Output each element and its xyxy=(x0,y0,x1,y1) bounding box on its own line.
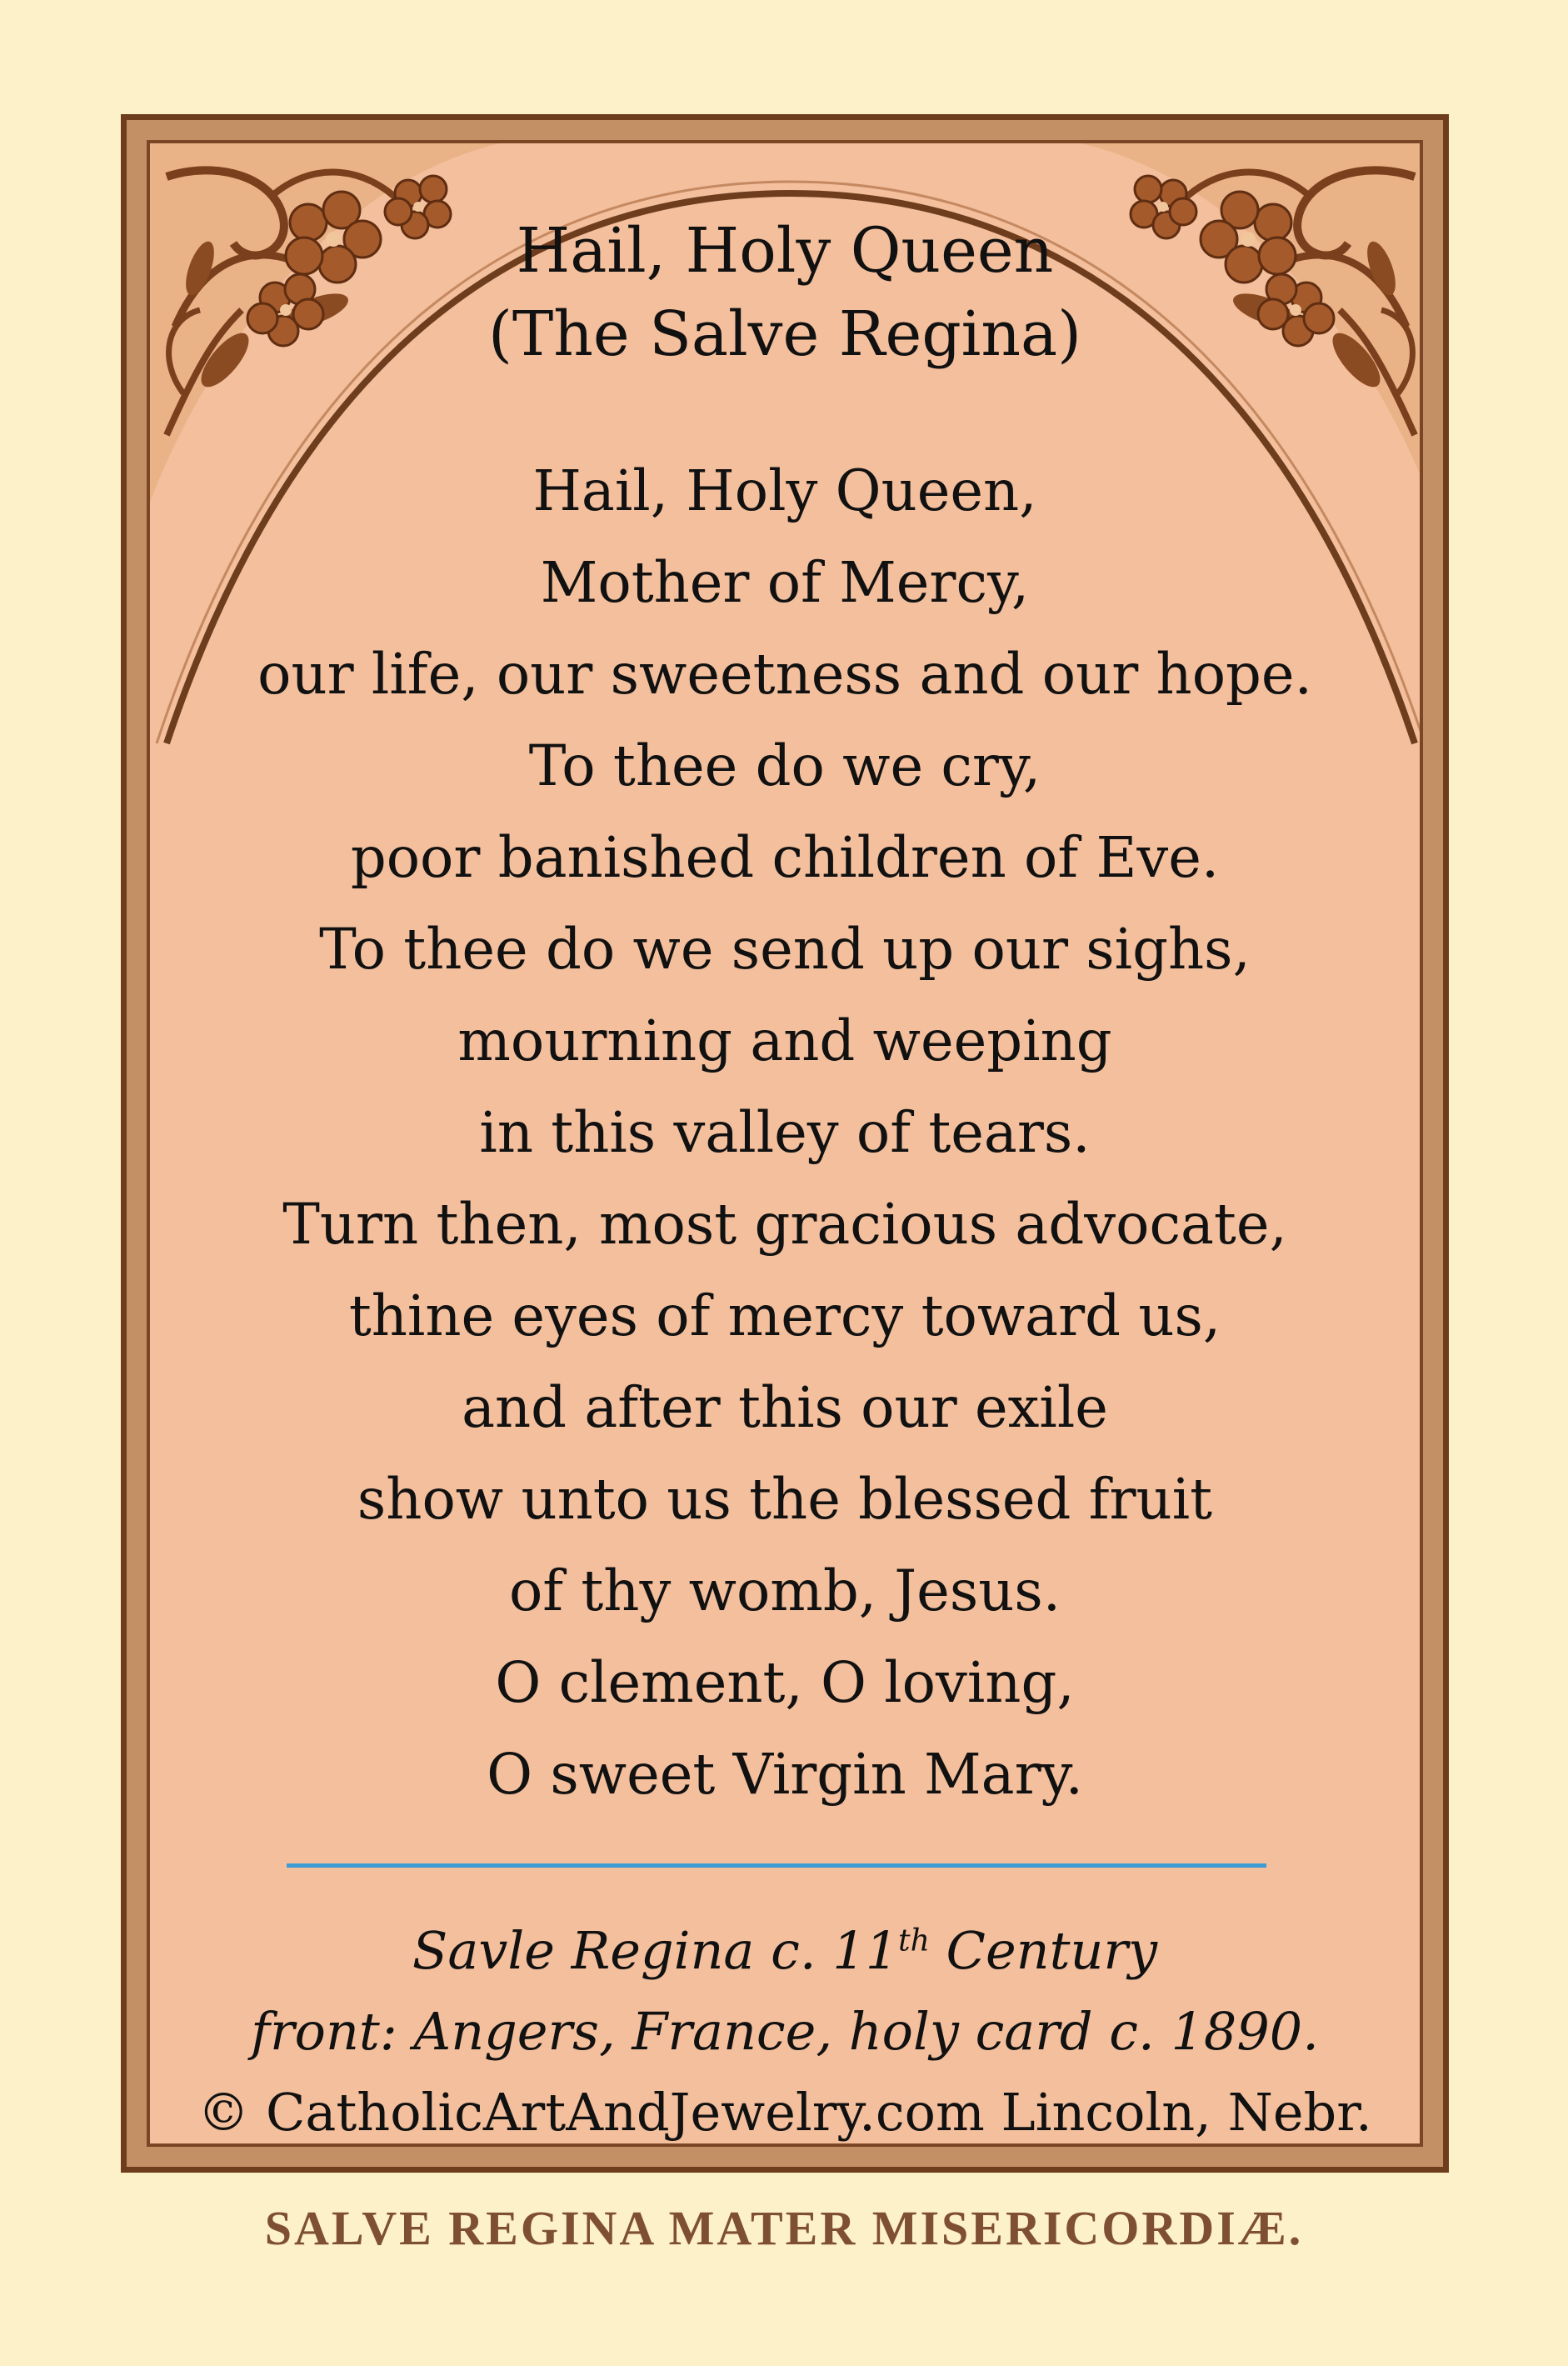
front-credit: front: Angers, France, holy card c. 1890. xyxy=(251,2001,1319,2062)
divider-line xyxy=(287,1863,1266,1868)
source-credit xyxy=(150,1910,1420,1991)
prayer-line: Hail, Holy Queen, xyxy=(532,458,1037,523)
prayer-line: of thy womb, Jesus. xyxy=(508,1558,1061,1623)
source-credit-prefix: Savle Regina c. 11 xyxy=(412,1920,899,1981)
prayer-line: poor banished children of Eve. xyxy=(350,824,1220,890)
prayer-line: and after this our exile xyxy=(462,1374,1108,1440)
prayer-line: Turn then, most gracious advocate, xyxy=(282,1191,1287,1257)
prayer-line: in this valley of tears. xyxy=(479,1099,1091,1165)
card-title: Hail, Holy Queen xyxy=(516,215,1054,287)
copyright-credit: © CatholicArtAndJewelry.com Lincoln, Nebr. xyxy=(197,2082,1372,2143)
card-subtitle: (The Salve Regina) xyxy=(488,298,1081,370)
prayer-line: our life, our sweetness and our hope. xyxy=(257,641,1312,707)
prayer-line: thine eyes of mercy toward us, xyxy=(348,1283,1221,1348)
prayer-line: To thee do we send up our sighs, xyxy=(319,916,1251,982)
source-credit-suffix: Century xyxy=(929,1920,1158,1981)
card-panel xyxy=(147,140,1423,2147)
footer-caption: SALVE REGINA MATER MISERICORDIÆ. xyxy=(264,2201,1304,2255)
source-credit-sup: th xyxy=(898,1923,930,1958)
prayer-line: To thee do we cry, xyxy=(528,733,1041,798)
credits xyxy=(150,1910,1420,2147)
prayer-body xyxy=(150,445,1420,1820)
holy-card xyxy=(121,114,1449,2173)
prayer-line: show unto us the blessed fruit xyxy=(357,1466,1213,1532)
prayer-line: mourning and weeping xyxy=(457,1008,1112,1073)
prayer-text-block xyxy=(150,143,1420,1820)
prayer-line: Mother of Mercy, xyxy=(540,549,1030,615)
prayer-line: O sweet Virgin Mary. xyxy=(487,1741,1083,1807)
prayer-line: O clement, O loving, xyxy=(495,1649,1075,1715)
